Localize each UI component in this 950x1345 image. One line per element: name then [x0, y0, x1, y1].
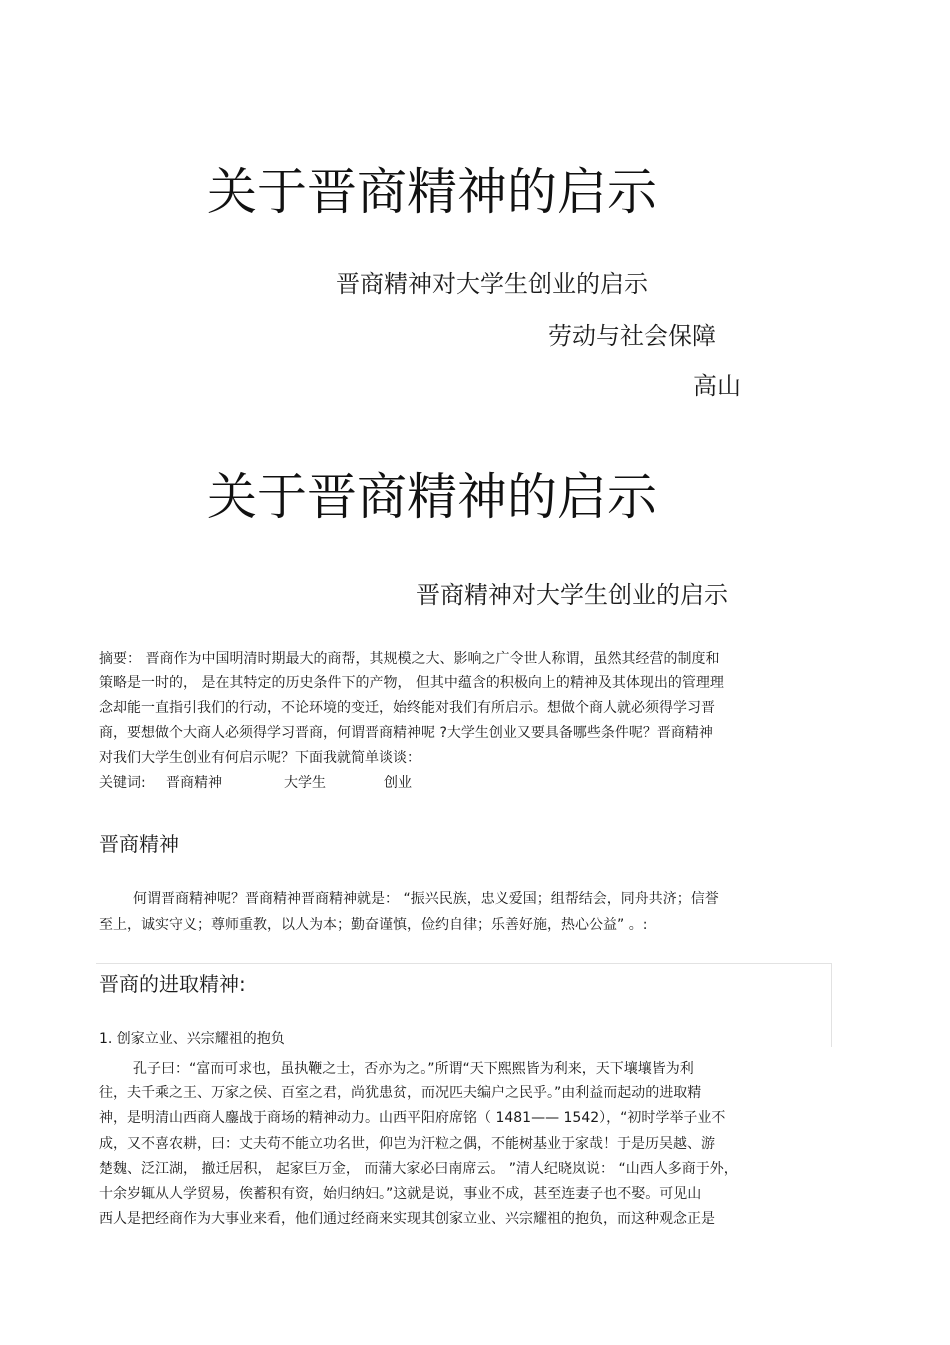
paragraph-line: 楚魏、泛江湖， 撤迁居积， 起家巨万金， 而蒲大家必曰南席云。 ”清人纪晓岚说： “山西人多商于外， [99, 1161, 738, 1177]
paragraph-line: 孔子曰：“富而可求也，虽执鞭之士，否亦为之。”所谓“天下熙熙皆为利来，天下壤壤皆为利 [133, 1061, 694, 1077]
abstract-line: 商，要想做个大商人必须得学习晋商，何谓晋商精神呢 ?大学生创业又要具备哪些条件呢？晋商精神 [99, 725, 713, 741]
cover-author: 高山 [693, 372, 741, 400]
paragraph-line: 至上，诚实守义；尊师重教，以人为本；勤奋谨慎，俭约自律；乐善好施，热心公益” 。: [99, 917, 648, 933]
cover-major: 劳动与社会保障 [548, 322, 716, 350]
cover-title: 关于晋商精神的启示 [207, 163, 657, 221]
section-heading: 晋商精神 [99, 832, 179, 856]
keyword: 创业 [384, 775, 412, 791]
paragraph-line: 神，是明清山西商人鏖战于商场的精神动力。山西平阳府席铭（ 1481—— 1542），“初时学举子业不 [99, 1110, 726, 1126]
paragraph-line: 何谓晋商精神呢？晋商精神晋商精神就是： “振兴民族，忠义爱国；组帮结会，同舟共济；信誉 [133, 891, 719, 907]
abstract-line: 摘要： 晋商作为中国明清时期最大的商帮，其规模之大、影响之广令世人称谓，虽然其经营的制度和 [99, 651, 720, 667]
paragraph-line: 往，夫千乘之王、万家之侯、百室之君，尚犹患贫，而况匹夫编户之民乎。”由利益而起动的进取精 [99, 1085, 702, 1101]
paragraph-line: 西人是把经商作为大事业来看，他们通过经商来实现其创家立业、兴宗耀祖的抱负，而这种观念正是 [99, 1211, 715, 1227]
keyword: 晋商精神 [166, 775, 222, 791]
keyword: 大学生 [284, 775, 326, 791]
abstract-line: 策略是一时的， 是在其特定的历史条件下的产物， 但其中蕴含的积极向上的精神及其体现出的管理理 [99, 675, 724, 691]
paragraph-line: 成，又不喜农耕，曰：丈夫苟不能立功名世，仰岂为汗粒之偶，不能树基业于家哉！于是历吴越、游 [99, 1136, 715, 1152]
abstract-line: 念却能一直指引我们的行动，不论环境的变迁，始终能对我们有所启示。想做个商人就必须得学习晋 [99, 700, 715, 716]
section-heading: 晋商的进取精神: [99, 972, 246, 996]
cover-subtitle: 晋商精神对大学生创业的启示 [336, 270, 648, 298]
article-title: 关于晋商精神的启示 [207, 468, 657, 526]
paragraph-line: 十余岁辄从人学贸易，俟蓄积有资，始归纳妇。”这就是说，事业不成，甚至连妻子也不娶。可见山 [99, 1186, 702, 1202]
subsection-heading: 1. 创家立业、兴宗耀祖的抱负 [99, 1031, 285, 1047]
keywords-label: 关键词: [99, 775, 146, 791]
abstract-line: 对我们大学生创业有何启示呢？下面我就简单谈谈： [99, 750, 421, 766]
article-subtitle: 晋商精神对大学生创业的启示 [416, 581, 728, 609]
